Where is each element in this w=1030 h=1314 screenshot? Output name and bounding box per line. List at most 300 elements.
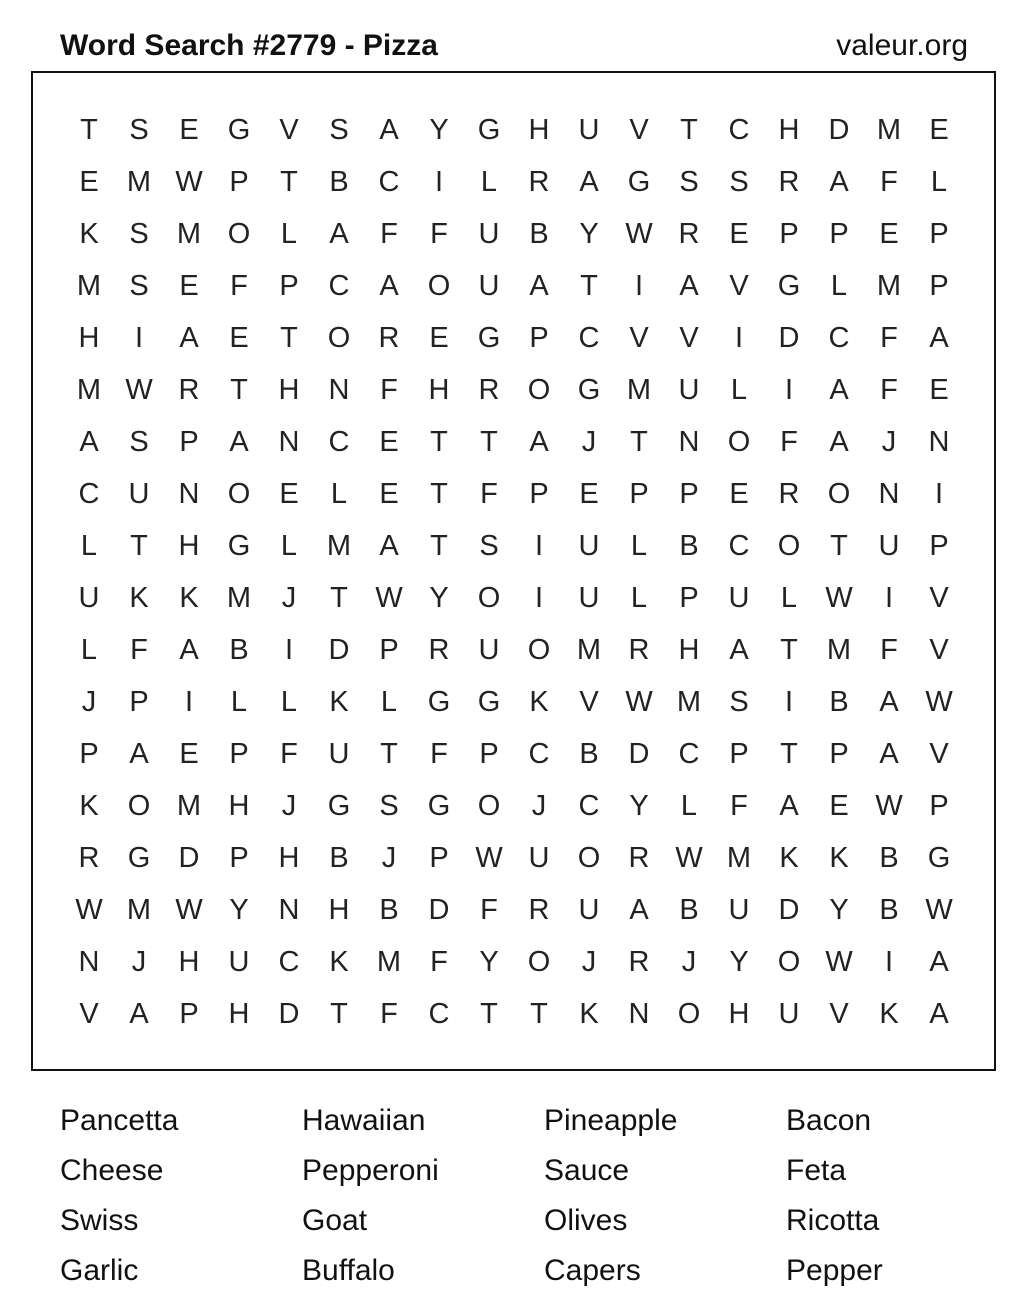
grid-cell: G bbox=[477, 114, 501, 146]
grid-cell: C bbox=[678, 738, 700, 770]
grid-cell: F bbox=[430, 946, 448, 978]
grid-cell: B bbox=[329, 166, 349, 198]
grid-cell: V bbox=[629, 114, 649, 146]
grid-cell: W bbox=[675, 842, 703, 874]
grid-cell: O bbox=[827, 478, 851, 510]
grid-cell: H bbox=[228, 998, 250, 1030]
grid-cell: E bbox=[929, 114, 949, 146]
grid-cell: W bbox=[75, 894, 103, 926]
grid-cell: K bbox=[79, 218, 99, 250]
grid-cell: V bbox=[829, 998, 849, 1030]
grid-cell: F bbox=[380, 374, 398, 406]
grid-cell: N bbox=[278, 894, 300, 926]
grid-cell: L bbox=[380, 686, 398, 718]
grid-cell: K bbox=[329, 686, 349, 718]
grid-cell: A bbox=[929, 322, 949, 354]
grid-cell: K bbox=[879, 998, 899, 1030]
grid-cell: U bbox=[528, 842, 550, 874]
grid-cell: H bbox=[778, 114, 800, 146]
grid-row bbox=[64, 728, 964, 780]
grid-cell: F bbox=[480, 894, 498, 926]
grid-cell: C bbox=[328, 270, 350, 302]
grid-cell: P bbox=[679, 582, 699, 614]
grid-cell: F bbox=[880, 322, 898, 354]
grid-cell: T bbox=[830, 530, 848, 562]
grid-cell: A bbox=[829, 166, 849, 198]
grid-cell: W bbox=[875, 790, 903, 822]
grid-cell: U bbox=[578, 582, 600, 614]
grid-cell: A bbox=[829, 374, 849, 406]
grid-row bbox=[64, 832, 964, 884]
grid-cell: C bbox=[728, 114, 750, 146]
grid-cell: F bbox=[880, 634, 898, 666]
word-list-item: Buffalo bbox=[302, 1254, 395, 1287]
grid-cell: U bbox=[78, 582, 100, 614]
grid-cell: B bbox=[529, 218, 549, 250]
grid-cell: L bbox=[80, 634, 98, 666]
grid-cell: V bbox=[629, 322, 649, 354]
grid-cell: M bbox=[176, 790, 202, 822]
grid-cell: P bbox=[729, 738, 749, 770]
grid-cell: H bbox=[528, 114, 550, 146]
grid-cell: S bbox=[729, 686, 749, 718]
grid-cell: E bbox=[879, 218, 899, 250]
grid-cell: P bbox=[229, 738, 249, 770]
grid-row bbox=[64, 624, 964, 676]
grid-cell: T bbox=[630, 426, 648, 458]
word-list-item: Garlic bbox=[60, 1254, 139, 1287]
grid-cell: T bbox=[780, 738, 798, 770]
site-name: valeur.org bbox=[836, 29, 968, 62]
word-list-item: Pepperoni bbox=[302, 1154, 439, 1187]
word-list-item: Goat bbox=[302, 1204, 368, 1237]
grid-cell: P bbox=[929, 790, 949, 822]
grid-cell: I bbox=[784, 374, 794, 406]
grid-cell: N bbox=[628, 998, 650, 1030]
grid-cell: U bbox=[728, 582, 750, 614]
grid-cell: K bbox=[329, 946, 349, 978]
grid-cell: U bbox=[578, 530, 600, 562]
grid-cell: J bbox=[81, 686, 97, 718]
grid-cell: H bbox=[228, 790, 250, 822]
grid-cell: K bbox=[179, 582, 199, 614]
grid-cell: I bbox=[134, 322, 144, 354]
letter-grid bbox=[64, 104, 964, 1040]
grid-cell: A bbox=[629, 894, 649, 926]
grid-cell: N bbox=[928, 426, 950, 458]
grid-cell: T bbox=[380, 738, 398, 770]
grid-cell: G bbox=[227, 530, 251, 562]
grid-row bbox=[64, 520, 964, 572]
grid-cell: I bbox=[434, 166, 444, 198]
grid-cell: M bbox=[876, 270, 902, 302]
grid-row bbox=[64, 572, 964, 624]
grid-cell: B bbox=[879, 842, 899, 874]
grid-row bbox=[64, 468, 964, 520]
grid-cell: U bbox=[228, 946, 250, 978]
grid-cell: O bbox=[677, 998, 701, 1030]
grid-cell: L bbox=[630, 582, 648, 614]
grid-cell: O bbox=[427, 270, 451, 302]
grid-cell: D bbox=[778, 894, 800, 926]
grid-cell: E bbox=[929, 374, 949, 406]
grid-row bbox=[64, 988, 964, 1040]
grid-cell: H bbox=[278, 842, 300, 874]
grid-cell: E bbox=[379, 478, 399, 510]
grid-cell: D bbox=[828, 114, 850, 146]
grid-row bbox=[64, 260, 964, 312]
grid-cell: M bbox=[176, 218, 202, 250]
grid-row bbox=[64, 884, 964, 936]
grid-cell: G bbox=[777, 270, 801, 302]
grid-cell: M bbox=[126, 166, 152, 198]
grid-cell: E bbox=[729, 478, 749, 510]
grid-cell: M bbox=[76, 270, 102, 302]
grid-cell: M bbox=[676, 686, 702, 718]
grid-row bbox=[64, 312, 964, 364]
grid-cell: T bbox=[430, 478, 448, 510]
grid-cell: Y bbox=[479, 946, 499, 978]
grid-cell: B bbox=[679, 530, 699, 562]
word-list-item: Olives bbox=[544, 1204, 628, 1237]
grid-cell: I bbox=[884, 582, 894, 614]
grid-cell: B bbox=[879, 894, 899, 926]
grid-cell: W bbox=[175, 894, 203, 926]
grid-cell: P bbox=[679, 478, 699, 510]
grid-cell: R bbox=[778, 166, 800, 198]
grid-cell: E bbox=[579, 478, 599, 510]
word-list-item: Capers bbox=[544, 1254, 641, 1287]
grid-cell: L bbox=[930, 166, 948, 198]
grid-cell: F bbox=[130, 634, 148, 666]
grid-cell: V bbox=[79, 998, 99, 1030]
grid-cell: J bbox=[281, 790, 297, 822]
grid-cell: E bbox=[279, 478, 299, 510]
grid-cell: P bbox=[829, 738, 849, 770]
grid-cell: U bbox=[478, 270, 500, 302]
grid-cell: A bbox=[929, 946, 949, 978]
grid-cell: D bbox=[428, 894, 450, 926]
grid-cell: R bbox=[178, 374, 200, 406]
grid-cell: G bbox=[627, 166, 651, 198]
word-list-item: Feta bbox=[786, 1154, 847, 1187]
grid-cell: K bbox=[579, 998, 599, 1030]
grid-row bbox=[64, 364, 964, 416]
grid-cell: O bbox=[527, 946, 551, 978]
grid-cell: P bbox=[829, 218, 849, 250]
grid-cell: R bbox=[478, 374, 500, 406]
grid-cell: U bbox=[478, 218, 500, 250]
grid-cell: G bbox=[427, 790, 451, 822]
grid-cell: U bbox=[878, 530, 900, 562]
grid-cell: T bbox=[480, 998, 498, 1030]
grid-cell: J bbox=[581, 946, 597, 978]
grid-cell: T bbox=[280, 322, 298, 354]
grid-cell: L bbox=[230, 686, 248, 718]
grid-cell: W bbox=[125, 374, 153, 406]
grid-cell: W bbox=[475, 842, 503, 874]
grid-cell: Y bbox=[579, 218, 599, 250]
grid-cell: R bbox=[78, 842, 100, 874]
grid-cell: J bbox=[881, 426, 897, 458]
grid-cell: I bbox=[284, 634, 294, 666]
grid-cell: A bbox=[579, 166, 599, 198]
grid-cell: P bbox=[179, 998, 199, 1030]
word-list-item: Cheese bbox=[60, 1154, 164, 1187]
grid-cell: F bbox=[280, 738, 298, 770]
grid-cell: P bbox=[929, 530, 949, 562]
grid-cell: P bbox=[929, 270, 949, 302]
grid-row bbox=[64, 936, 964, 988]
grid-cell: T bbox=[130, 530, 148, 562]
grid-cell: A bbox=[879, 686, 899, 718]
grid-cell: V bbox=[929, 634, 949, 666]
grid-cell: S bbox=[129, 270, 149, 302]
grid-cell: C bbox=[428, 998, 450, 1030]
grid-cell: Y bbox=[729, 946, 749, 978]
grid-cell: N bbox=[328, 374, 350, 406]
grid-cell: V bbox=[279, 114, 299, 146]
grid-cell: V bbox=[929, 738, 949, 770]
grid-cell: U bbox=[728, 894, 750, 926]
grid-cell: A bbox=[179, 322, 199, 354]
grid-cell: E bbox=[179, 270, 199, 302]
grid-cell: D bbox=[628, 738, 650, 770]
grid-cell: L bbox=[680, 790, 698, 822]
grid-cell: B bbox=[579, 738, 599, 770]
grid-cell: M bbox=[326, 530, 352, 562]
grid-cell: P bbox=[129, 686, 149, 718]
grid-cell: T bbox=[80, 114, 98, 146]
grid-cell: T bbox=[780, 634, 798, 666]
grid-cell: U bbox=[328, 738, 350, 770]
grid-cell: I bbox=[184, 686, 194, 718]
grid-cell: J bbox=[581, 426, 597, 458]
grid-cell: D bbox=[178, 842, 200, 874]
grid-cell: K bbox=[129, 582, 149, 614]
grid-cell: D bbox=[278, 998, 300, 1030]
grid-cell: V bbox=[929, 582, 949, 614]
grid-row bbox=[64, 780, 964, 832]
grid-cell: P bbox=[279, 270, 299, 302]
grid-cell: A bbox=[679, 270, 699, 302]
grid-cell: R bbox=[428, 634, 450, 666]
grid-cell: A bbox=[329, 218, 349, 250]
grid-cell: T bbox=[680, 114, 698, 146]
grid-cell: C bbox=[828, 322, 850, 354]
grid-cell: H bbox=[278, 374, 300, 406]
grid-cell: N bbox=[178, 478, 200, 510]
grid-cell: S bbox=[129, 426, 149, 458]
grid-cell: O bbox=[727, 426, 751, 458]
grid-cell: R bbox=[528, 166, 550, 198]
grid-cell: M bbox=[76, 374, 102, 406]
grid-cell: F bbox=[380, 998, 398, 1030]
grid-cell: Y bbox=[229, 894, 249, 926]
grid-cell: P bbox=[379, 634, 399, 666]
word-list-item: Ricotta bbox=[786, 1204, 880, 1237]
grid-cell: W bbox=[825, 582, 853, 614]
grid-cell: Y bbox=[829, 894, 849, 926]
grid-cell: B bbox=[829, 686, 849, 718]
grid-row bbox=[64, 676, 964, 728]
grid-cell: G bbox=[127, 842, 151, 874]
grid-row bbox=[64, 156, 964, 208]
grid-cell: O bbox=[477, 582, 501, 614]
grid-cell: M bbox=[626, 374, 652, 406]
grid-cell: K bbox=[779, 842, 799, 874]
grid-cell: D bbox=[778, 322, 800, 354]
grid-cell: C bbox=[78, 478, 100, 510]
grid-cell: S bbox=[129, 218, 149, 250]
grid-cell: F bbox=[430, 738, 448, 770]
grid-cell: W bbox=[175, 166, 203, 198]
grid-cell: G bbox=[477, 322, 501, 354]
grid-cell: I bbox=[884, 946, 894, 978]
grid-cell: A bbox=[879, 738, 899, 770]
grid-cell: O bbox=[477, 790, 501, 822]
grid-cell: J bbox=[381, 842, 397, 874]
grid-cell: W bbox=[625, 218, 653, 250]
grid-cell: A bbox=[129, 998, 149, 1030]
grid-cell: O bbox=[577, 842, 601, 874]
grid-cell: F bbox=[430, 218, 448, 250]
grid-cell: A bbox=[179, 634, 199, 666]
grid-cell: O bbox=[327, 322, 351, 354]
grid-cell: O bbox=[527, 634, 551, 666]
grid-cell: S bbox=[129, 114, 149, 146]
grid-cell: N bbox=[878, 478, 900, 510]
grid-cell: W bbox=[925, 894, 953, 926]
grid-cell: A bbox=[529, 270, 549, 302]
grid-cell: U bbox=[578, 114, 600, 146]
grid-cell: H bbox=[178, 946, 200, 978]
grid-cell: A bbox=[129, 738, 149, 770]
grid-cell: R bbox=[628, 946, 650, 978]
grid-cell: H bbox=[78, 322, 100, 354]
grid-cell: B bbox=[329, 842, 349, 874]
grid-cell: P bbox=[529, 322, 549, 354]
grid-cell: H bbox=[428, 374, 450, 406]
grid-cell: J bbox=[281, 582, 297, 614]
grid-cell: B bbox=[679, 894, 699, 926]
grid-cell: J bbox=[531, 790, 547, 822]
grid-cell: S bbox=[679, 166, 699, 198]
grid-cell: T bbox=[330, 998, 348, 1030]
grid-cell: P bbox=[779, 218, 799, 250]
grid-cell: U bbox=[578, 894, 600, 926]
grid-cell: F bbox=[780, 426, 798, 458]
grid-cell: S bbox=[329, 114, 349, 146]
grid-cell: O bbox=[777, 530, 801, 562]
grid-cell: R bbox=[628, 842, 650, 874]
word-list-item: Sauce bbox=[544, 1154, 630, 1187]
grid-cell: M bbox=[726, 842, 752, 874]
grid-cell: H bbox=[678, 634, 700, 666]
grid-cell: G bbox=[927, 842, 951, 874]
grid-cell: L bbox=[80, 530, 98, 562]
grid-cell: C bbox=[278, 946, 300, 978]
grid-cell: U bbox=[778, 998, 800, 1030]
grid-cell: R bbox=[378, 322, 400, 354]
grid-cell: G bbox=[327, 790, 351, 822]
grid-cell: P bbox=[429, 842, 449, 874]
grid-cell: T bbox=[280, 166, 298, 198]
puzzle-title: Word Search #2779 - Pizza bbox=[60, 29, 438, 62]
grid-cell: W bbox=[375, 582, 403, 614]
grid-cell: U bbox=[128, 478, 150, 510]
grid-cell: E bbox=[179, 114, 199, 146]
grid-cell: M bbox=[376, 946, 402, 978]
grid-cell: L bbox=[280, 218, 298, 250]
grid-cell: N bbox=[678, 426, 700, 458]
grid-cell: R bbox=[778, 478, 800, 510]
grid-cell: G bbox=[427, 686, 451, 718]
grid-cell: W bbox=[625, 686, 653, 718]
grid-cell: L bbox=[280, 530, 298, 562]
grid-cell: T bbox=[480, 426, 498, 458]
word-list-item: Pancetta bbox=[60, 1104, 179, 1137]
grid-cell: L bbox=[780, 582, 798, 614]
grid-cell: E bbox=[829, 790, 849, 822]
grid-cell: T bbox=[430, 530, 448, 562]
grid-cell: A bbox=[779, 790, 799, 822]
grid-cell: H bbox=[178, 530, 200, 562]
grid-cell: O bbox=[527, 374, 551, 406]
grid-cell: Y bbox=[429, 582, 449, 614]
grid-cell: A bbox=[529, 426, 549, 458]
grid-cell: P bbox=[79, 738, 99, 770]
grid-cell: H bbox=[728, 998, 750, 1030]
grid-cell: C bbox=[578, 790, 600, 822]
grid-cell: F bbox=[480, 478, 498, 510]
grid-cell: V bbox=[679, 322, 699, 354]
grid-cell: O bbox=[227, 478, 251, 510]
grid-cell: E bbox=[379, 426, 399, 458]
grid-cell: A bbox=[379, 270, 399, 302]
grid-cell: C bbox=[528, 738, 550, 770]
grid-cell: E bbox=[79, 166, 99, 198]
grid-row bbox=[64, 208, 964, 260]
grid-cell: M bbox=[876, 114, 902, 146]
grid-cell: K bbox=[529, 686, 549, 718]
grid-cell: F bbox=[230, 270, 248, 302]
grid-cell: E bbox=[429, 322, 449, 354]
grid-cell: K bbox=[829, 842, 849, 874]
grid-cell: I bbox=[534, 582, 544, 614]
grid-cell: G bbox=[477, 686, 501, 718]
grid-cell: T bbox=[230, 374, 248, 406]
grid-cell: V bbox=[579, 686, 599, 718]
grid-cell: N bbox=[78, 946, 100, 978]
grid-cell: H bbox=[328, 894, 350, 926]
grid-row bbox=[64, 416, 964, 468]
grid-cell: T bbox=[430, 426, 448, 458]
grid-cell: S bbox=[729, 166, 749, 198]
word-list bbox=[60, 1096, 1020, 1296]
grid-cell: L bbox=[830, 270, 848, 302]
grid-cell: S bbox=[479, 530, 499, 562]
grid-cell: L bbox=[630, 530, 648, 562]
grid-cell: P bbox=[229, 842, 249, 874]
grid-cell: F bbox=[730, 790, 748, 822]
grid-cell: C bbox=[728, 530, 750, 562]
word-list-item: Pepper bbox=[786, 1254, 883, 1287]
grid-cell: L bbox=[730, 374, 748, 406]
grid-cell: B bbox=[229, 634, 249, 666]
grid-cell: T bbox=[330, 582, 348, 614]
grid-cell: N bbox=[278, 426, 300, 458]
